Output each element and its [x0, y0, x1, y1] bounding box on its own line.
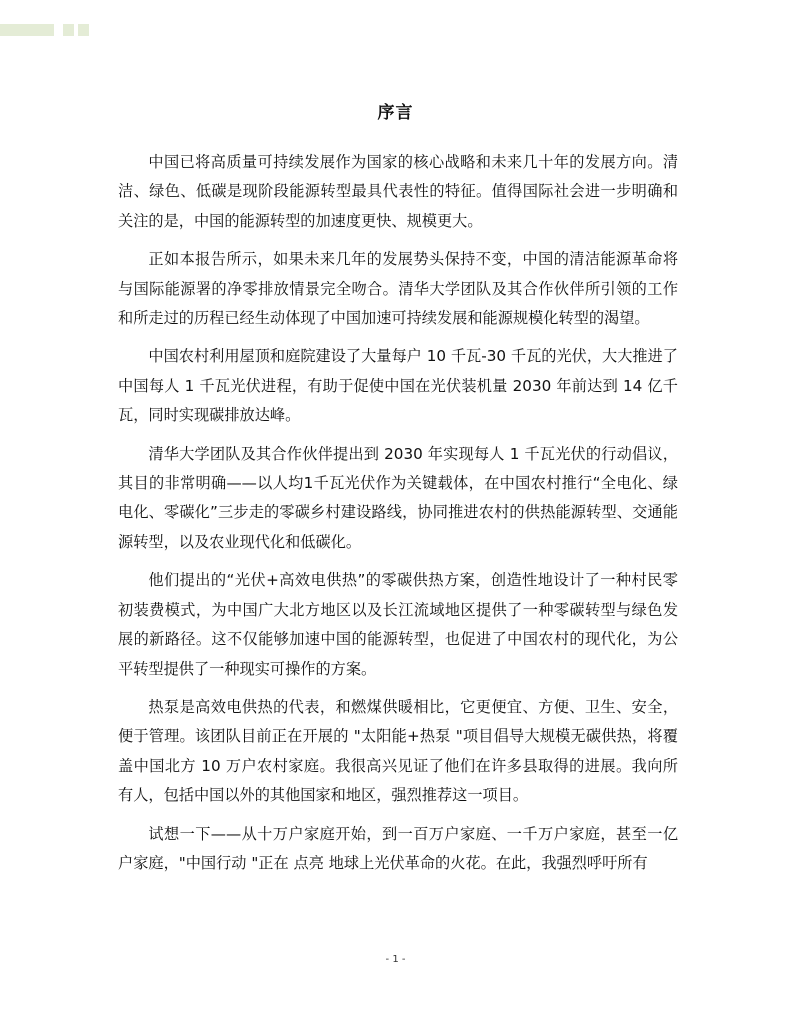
paragraph-6: 热泵是高效电供热的代表，和燃煤供暖相比，它更便宜、方便、卫生、安全，便于管理。该团队目前正在开展的 "太阳能+热泵 "项目倡导大规模无碳供热，将覆盖中国北方 10 万户农村家庭。我很高兴见证了他们在许多县取得的进展。我向所有人，包括中国以外的其他国家和地区，强烈推荐这一项目。 — [118, 697, 678, 805]
paragraph-7: 试想一下——从十万户家庭开始，到一百万户家庭、一千万户家庭，甚至一亿户家庭，"中国行动 "正在 点亮 地球上光伏革命的火花。在此，我强烈呼吁所有 — [118, 824, 678, 872]
paragraph-2: 正如本报告所示，如果未来几年的发展势头保持不变，中国的清洁能源革命将与国际能源署的净零排放情景完全吻合。清华大学团队及其合作伙伴所引领的工作和所走过的历程已经生动体现了中国加速可持续发展和能源规模化转型的渴望。 — [118, 250, 678, 328]
paragraph-3: 中国农村利用屋顶和庭院建设了大量每户 10 千瓦-30 千瓦的光伏，大大推进了中国每人 1 千瓦光伏进程，有助于促使中国在光伏装机量 2030 年前达到 14 亿千瓦，同时实现碳排放达峰。 — [118, 347, 678, 425]
paragraph-4: 清华大学团队及其合作伙伴提出到 2030 年实现每人 1 千瓦光伏的行动倡议，其目的非常明确——以人均1千瓦光伏作为关键载体，在中国农村推行“全电化、绿电化、零碳化”三步走的零碳乡村建设路线，协同推进农村的供热能源转型、交通能源转型，以及农业现代化和低碳化。 — [118, 444, 678, 551]
header-square-2 — [78, 24, 89, 36]
paragraph-1: 中国已将高质量可持续发展作为国家的核心战略和未来几十年的发展方向。清洁、绿色、低碳是现阶段能源转型最具代表性的特征。值得国际社会进一步明确和关注的是，中国的能源转型的加速度更快、规模更大。 — [118, 153, 678, 230]
page-title: 序言 — [377, 103, 414, 123]
page-number: - 1 - — [385, 954, 406, 965]
header-square-1 — [63, 24, 74, 36]
paragraph-5: 他们提出的“光伏+高效电供热”的零碳供热方案，创造性地设计了一种村民零初装费模式，为中国广大北方地区以及长江流域地区提供了一种零碳转型与绿色发展的新路径。这不仅能够加速中国的能源转型，也促进了中国农村的现代化，为公平转型提供了一种现实可操作的方案。 — [118, 571, 678, 678]
header-bar-long — [0, 24, 54, 36]
document-body — [118, 148, 678, 887]
